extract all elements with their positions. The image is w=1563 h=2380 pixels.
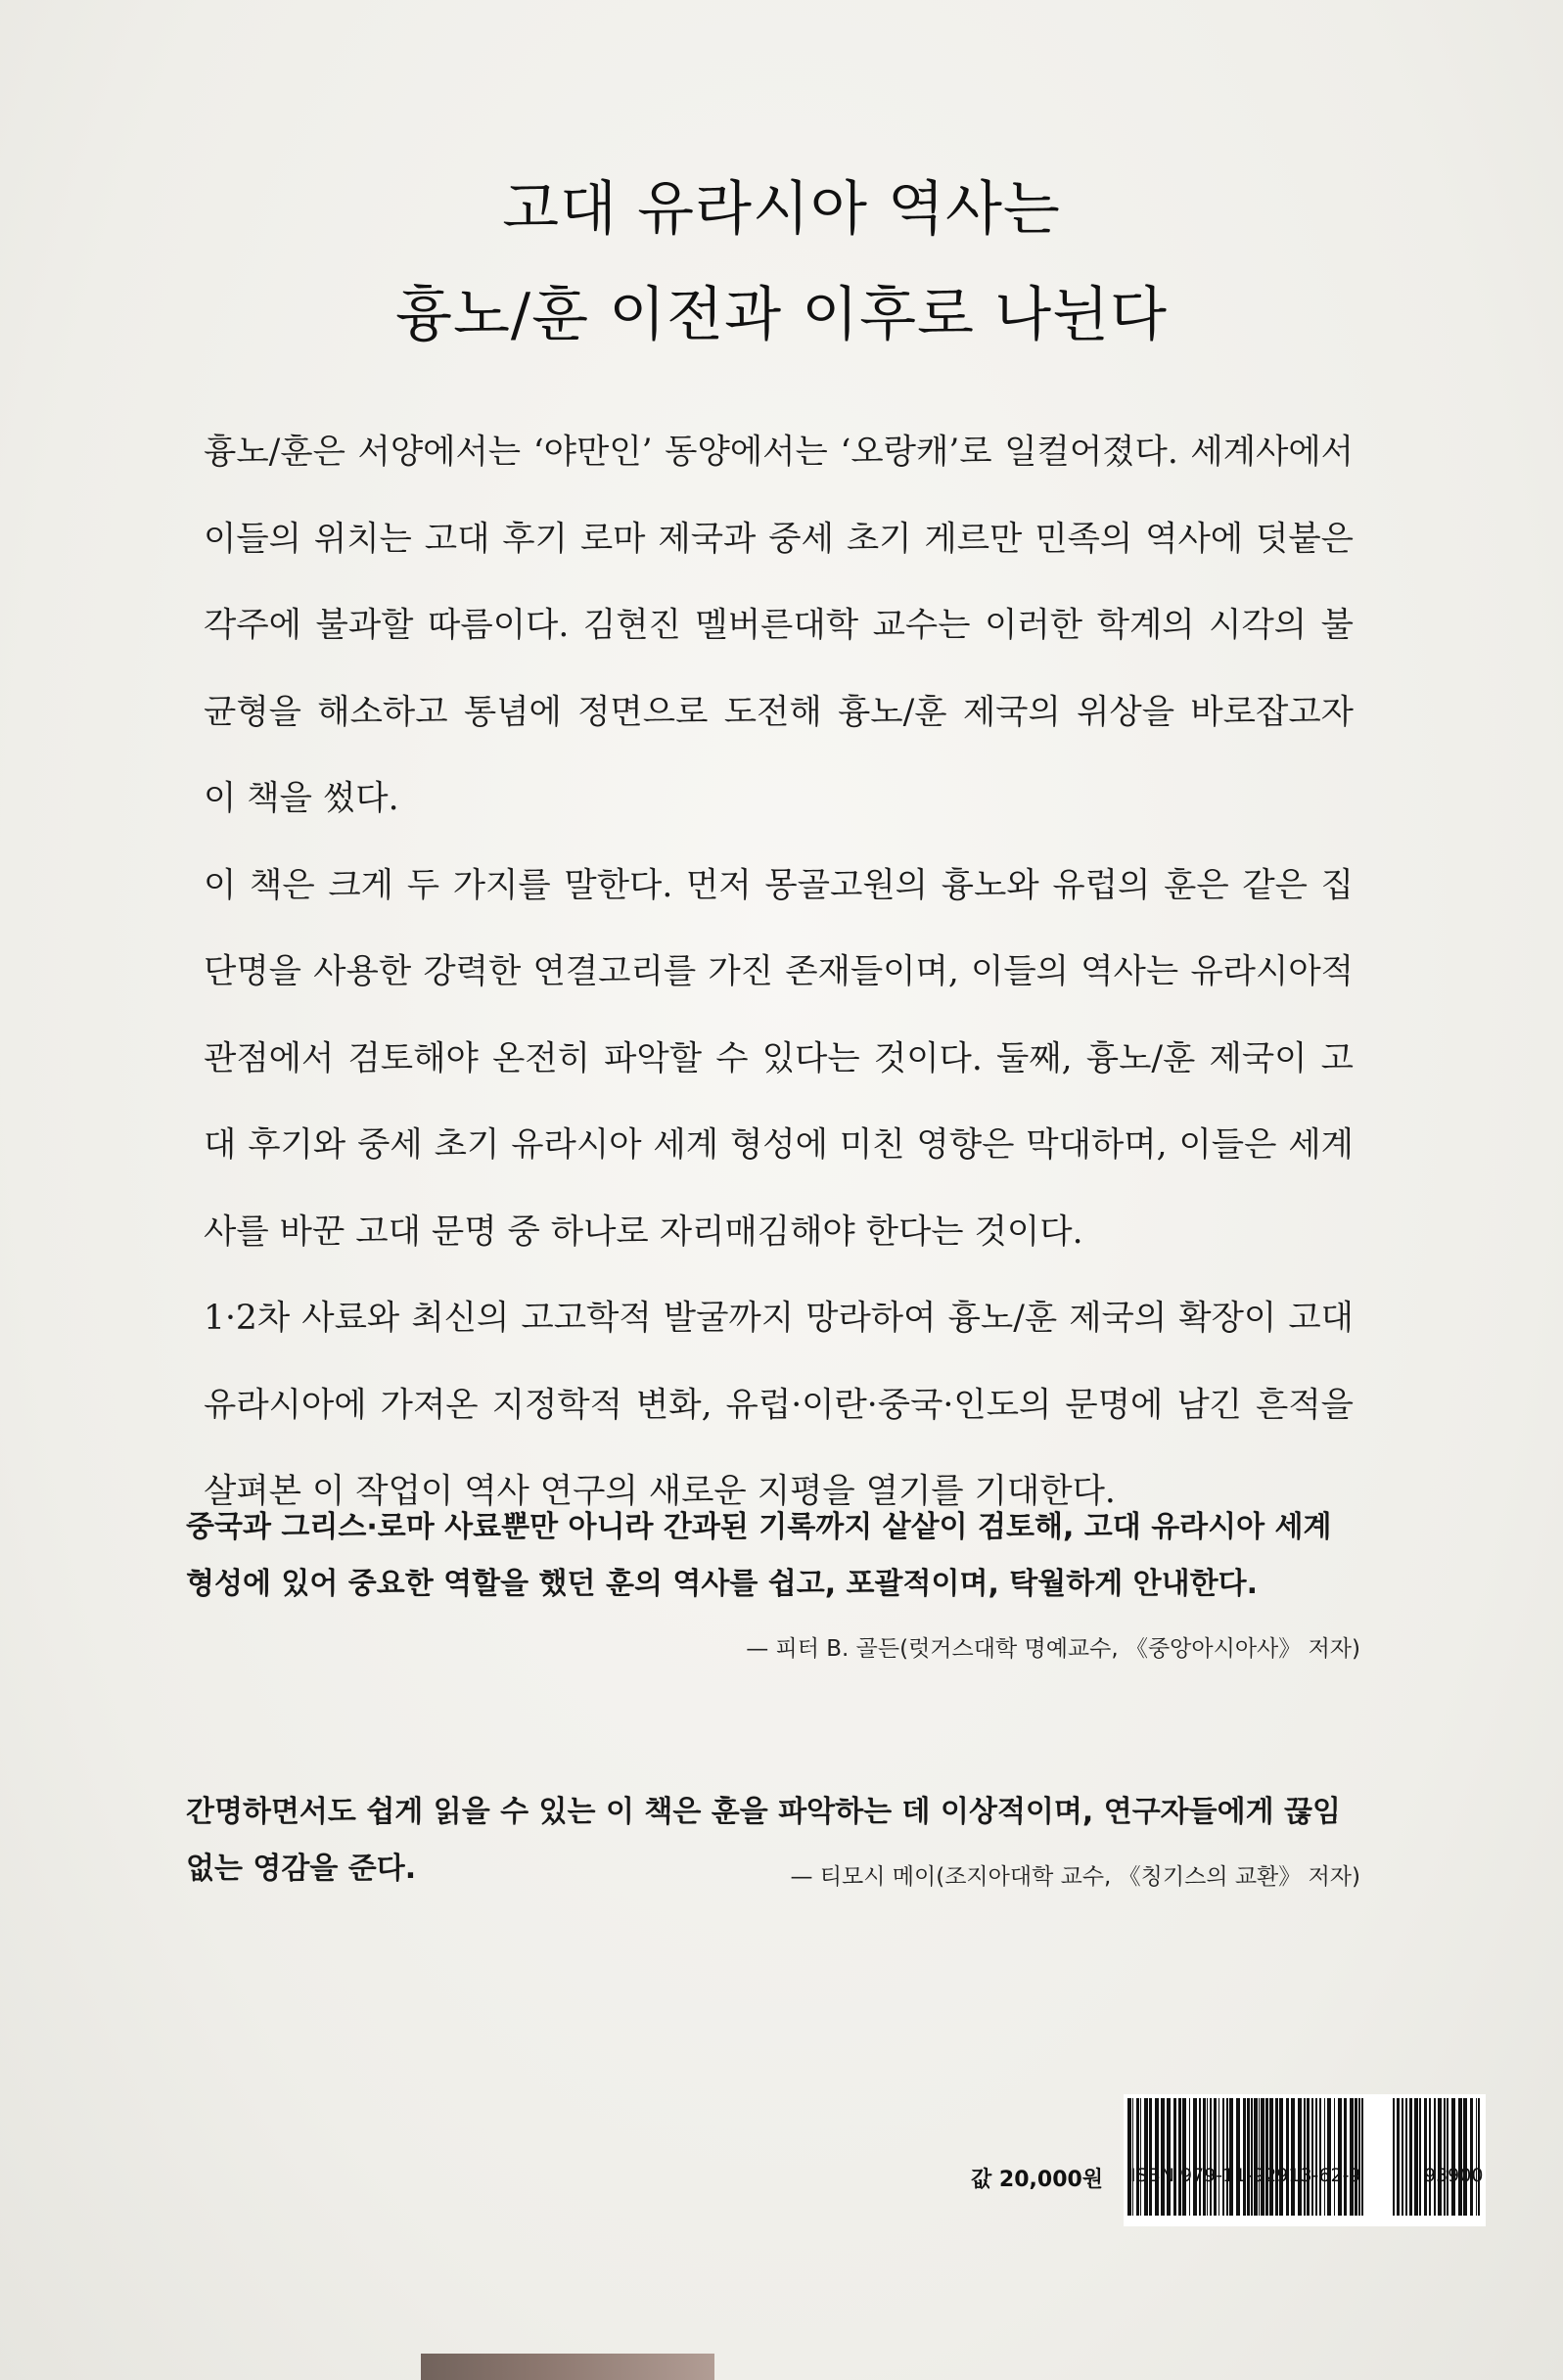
synopsis-paragraph-2: 이 책은 크게 두 가지를 말한다. 먼저 몽골고원의 흉노와 유럽의 훈은 같은 집단명을 사용한 강력한 연결고리를 가진 존재들이며, 이들의 역사는 유라시아적 관점에서 검토해야 온전히 파악할 수 있다는 것이다. 둘째, 흉노/훈 제국이 고대 후기와 중세 초기 유라시아 세계 형성에 미친 영향은 막대하며, 이들은 세계사를 바꾼 고대 문명 중 하나로 자리매김해야 한다는 것이다. <box>204 865 1354 1252</box>
cover-edge-strip <box>421 2354 714 2380</box>
isbn-label: ISBN 979-11-92913-62-9 <box>1130 2165 1361 2186</box>
barcode-graphic <box>1124 2094 1486 2226</box>
synopsis-paragraph-3: 1·2차 사료와 최신의 고고학적 발굴까지 망라하여 흉노/훈 제국의 확장이 고대 유라시아에 가져온 지정학적 변화, 유럽·이란·중국·인도의 문명에 남긴 흔적을 살펴본 이 작업이 역사 연구의 새로운 지평을 열기를 기대한다. <box>204 1299 1354 1511</box>
headline-line-2: 흉노/훈 이전과 이후로 나뉜다 <box>395 281 1168 349</box>
endorsement-quote-2 <box>186 1784 1360 1905</box>
synopsis-paragraph-1: 흉노/훈은 서양에서는 ‘야만인’ 동양에서는 ‘오랑캐’로 일컬어졌다. 세계사에서 이들의 위치는 고대 후기 로마 제국과 중세 초기 게르만 민족의 역사에 덧붙은 각주에 불과할 따름이다. 김현진 멜버른대학 교수는 이러한 학계의 시각의 불균형을 해소하고 통념에 정면으로 도전해 흉노/훈 제국의 위상을 바로잡고자 이 책을 썼다. <box>204 433 1354 818</box>
price-label: 값 20,000원 <box>971 2168 1104 2192</box>
headline-line-1: 고대 유라시아 역사는 <box>502 175 1061 244</box>
endorsement-text: 중국과 그리스·로마 사료뿐만 아니라 간과된 기록까지 샅샅이 검토해, 고대 유라시아 세계 형성에 있어 중요한 역할을 했던 훈의 역사를 쉽고, 포괄적이며, 탁월하게 안내한다. <box>186 1510 1332 1601</box>
endorsement-attribution: — 티모시 메이(조지아대학 교수, 《칭기스의 교환》 저자) <box>790 1864 1360 1890</box>
headline <box>0 157 1563 368</box>
endorsement-attribution: — 피터 B. 골든(럿거스대학 명예교수, 《중앙아시아사》 저자) <box>746 1636 1360 1662</box>
barcode <box>1124 2094 1486 2226</box>
endorsement-quote-1 <box>186 1499 1360 1677</box>
synopsis <box>204 409 1354 1535</box>
endorsement-text: 간명하면서도 쉽게 읽을 수 있는 이 책은 훈을 파악하는 데 이상적이며, 연구자들에게 끊임없는 영감을 준다. <box>186 1795 1342 1886</box>
isbn-addon-code: 93900 <box>1424 2165 1484 2186</box>
